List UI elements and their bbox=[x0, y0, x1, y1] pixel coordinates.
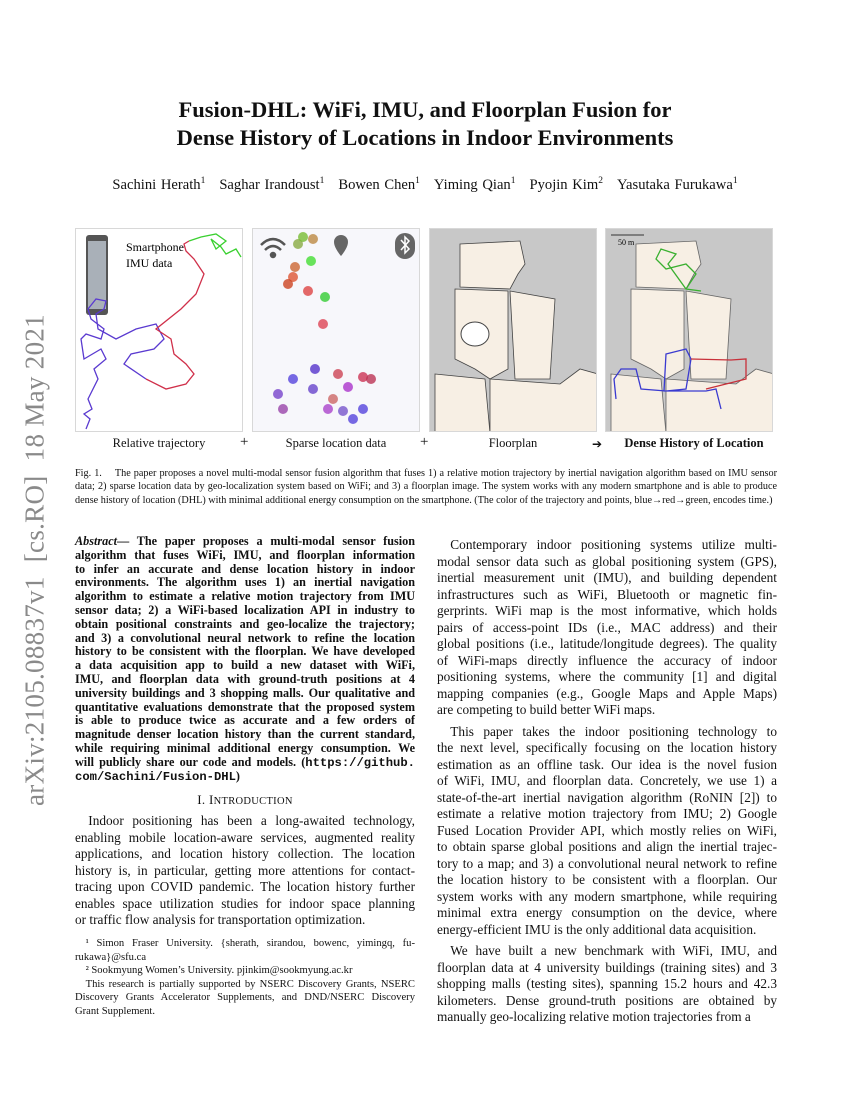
abstract-line bbox=[75, 728, 415, 742]
text-line: estimation as an offline task. Our idea is the novel fusion bbox=[437, 756, 777, 772]
trajectory-green bbox=[189, 234, 241, 257]
location-pin-icon bbox=[334, 235, 348, 256]
text-line: estimate a relative motion trajectory from IMU; 2) Google bbox=[437, 806, 777, 821]
text-line: Fused Location Provider API, which mostly relies on WiFi, bbox=[437, 822, 777, 838]
paragraph bbox=[437, 537, 777, 719]
author-affiliation: 2 bbox=[598, 176, 603, 186]
abstract-text: history to be consistent with the floorplan. We have developed bbox=[75, 644, 415, 659]
author-name: Saghar Irandoust bbox=[219, 176, 320, 193]
location-point bbox=[308, 234, 318, 244]
author-name: Yiming Qian bbox=[433, 176, 511, 193]
author bbox=[434, 177, 516, 193]
author-affiliation: 1 bbox=[319, 176, 325, 186]
abstract-text: ) bbox=[235, 768, 240, 783]
heading-number: I. I bbox=[197, 792, 214, 807]
location-point bbox=[288, 374, 298, 384]
abstract bbox=[75, 535, 415, 783]
location-point bbox=[328, 394, 338, 404]
text-line: of WiFi-maps directly influence the accuracy of indoor bbox=[437, 652, 777, 668]
abstract-line bbox=[75, 756, 415, 770]
text-line: applications, and location history collection. The location bbox=[75, 846, 415, 861]
abstract-line bbox=[75, 535, 415, 549]
text-line: inertial measurement unit (IMU), and building dependent bbox=[437, 570, 777, 585]
text-line: global positions (i.e., latitude/longitude degrees). The quality bbox=[437, 636, 777, 651]
abstract-text: environments. The algorithm uses 1) an inertial navigation bbox=[75, 575, 415, 590]
footnote-line: This research is partially supported by NSERC Discovery Grants, NSERC bbox=[75, 978, 415, 990]
intro-right-column bbox=[437, 537, 777, 1031]
abstract-text: will publicly share our code and models. ( bbox=[75, 754, 306, 769]
abstract-label: Abstract bbox=[75, 534, 117, 548]
location-point bbox=[343, 382, 353, 392]
text-line: state-of-the-art inertial navigation algorithm (RoNIN [2]) to bbox=[437, 789, 777, 805]
author-list bbox=[0, 176, 850, 194]
abstract-line bbox=[75, 659, 415, 673]
text-line: minimal extra energy consumption on the device, where bbox=[437, 905, 777, 920]
text-line: are competing to build better WiFi maps. bbox=[437, 702, 656, 717]
author-name: Yasutaka Furukawa bbox=[616, 176, 733, 193]
label-relative-trajectory: Relative trajectory bbox=[112, 436, 206, 450]
title-line-2: Dense History of Locations in Indoor Environments bbox=[176, 125, 674, 150]
panel-sparse-location bbox=[252, 228, 420, 432]
text-line: system works with any modern smartphone, while requiring bbox=[437, 888, 777, 904]
label-dense-history: Dense History of Location bbox=[624, 436, 764, 450]
location-point bbox=[283, 279, 293, 289]
text-line: mapping companies (e.g., Google Maps and Apple Maps) bbox=[437, 685, 777, 701]
abstract-text: university buildings and 3 shopping malls. Our qualitative and bbox=[75, 685, 415, 700]
author bbox=[617, 177, 738, 193]
text-line: kilometers. Dense ground-truth positions are obtained by bbox=[437, 992, 777, 1008]
text-line: of WiFi, IMU, and floorplan data. Concretely, we use 1) a bbox=[437, 773, 777, 788]
abstract-text: quantitative evaluations demonstrate that the proposed system bbox=[75, 699, 415, 714]
arxiv-identifier: arXiv:2105.08837v1 [cs.RO] 18 May 2021 bbox=[19, 314, 50, 806]
abstract-line bbox=[75, 714, 415, 728]
scale-label: 50 m bbox=[618, 238, 635, 247]
panel-dense-history bbox=[605, 228, 773, 432]
paragraph bbox=[75, 813, 415, 929]
abstract-text: is able to produce twice as accurate and a few orders of bbox=[75, 713, 415, 728]
text-line: to obtain sparse global positions and align the inertial trajec- bbox=[437, 839, 777, 854]
location-point bbox=[298, 232, 308, 242]
abstract-text: — The paper proposes a multi-modal sensor fusion bbox=[116, 534, 415, 548]
location-point bbox=[310, 364, 320, 374]
text-line: history is, in particular, getting more attentions for contact- bbox=[75, 862, 415, 878]
intro-left-column bbox=[75, 813, 415, 934]
wifi-icon bbox=[261, 239, 285, 257]
abstract-text: to infer an accurate and dense location history in indoor bbox=[75, 561, 415, 576]
text-line: the next level, specifically focusing on the location history bbox=[437, 740, 777, 755]
abstract-text: sensor data; 2) a WiFi-based localization API in industry to bbox=[75, 602, 415, 617]
panel1-text-2: IMU data bbox=[126, 256, 173, 270]
footnote-line: rukawa}@sfu.ca bbox=[75, 951, 147, 963]
abstract-line bbox=[75, 618, 415, 632]
location-point bbox=[318, 319, 328, 329]
abstract-line bbox=[75, 687, 415, 701]
smartphone-icon bbox=[86, 235, 108, 315]
abstract-text: algorithm to estimate a relative motion trajectory from IMU bbox=[75, 589, 415, 604]
abstract-line bbox=[75, 632, 415, 646]
abstract-line bbox=[75, 701, 415, 715]
paragraph bbox=[437, 943, 777, 1026]
location-point bbox=[338, 406, 348, 416]
footnote-line: ¹ Simon Fraser University. {sherath, sirandou, bowenc, yimingq, fu- bbox=[75, 938, 415, 949]
abstract-line bbox=[75, 742, 415, 756]
author-affiliation: 1 bbox=[415, 176, 420, 186]
relative-trajectory-plot bbox=[76, 229, 243, 432]
abstract-line bbox=[75, 673, 415, 687]
title-line-1: Fusion-DHL: WiFi, IMU, and Floorplan Fusion for bbox=[178, 97, 672, 122]
text-line: the location history to be consistent with a floorplan. Our bbox=[437, 872, 777, 887]
footnote-line: ² Sookmyung Women’s University. pjinkim@sookmyung.ac.kr bbox=[75, 965, 353, 976]
abstract-line bbox=[75, 645, 415, 659]
dense-history-plot bbox=[606, 229, 773, 432]
location-point bbox=[358, 404, 368, 414]
label-sparse-location: Sparse location data bbox=[285, 436, 387, 450]
plus-operator: + bbox=[240, 434, 249, 450]
sparse-location-plot bbox=[253, 229, 420, 432]
location-point bbox=[320, 292, 330, 302]
abstract-line bbox=[75, 590, 415, 604]
author-affiliation: 1 bbox=[510, 176, 516, 186]
abstract-url: com/Sachini/Fusion-DHL bbox=[75, 769, 236, 784]
text-line: or traffic flow analysis for transportation optimization. bbox=[75, 912, 366, 927]
location-point bbox=[308, 384, 318, 394]
author-name: Pyojin Kim bbox=[529, 176, 599, 193]
heading-text: NTRODUCTION bbox=[213, 796, 293, 807]
location-point bbox=[273, 389, 283, 399]
footnotes bbox=[75, 937, 415, 1018]
text-line: infrastructures such as WiFi, Bluetooth or magnetic fin- bbox=[437, 586, 777, 602]
text-line: This paper takes the indoor positioning technology to bbox=[437, 723, 777, 739]
location-point bbox=[278, 404, 288, 414]
author bbox=[338, 177, 420, 193]
text-line: We have built a new benchmark with WiFi, IMU, and bbox=[437, 943, 777, 958]
paragraph bbox=[437, 724, 777, 939]
section-heading-introduction bbox=[75, 792, 415, 808]
text-line: positioning systems, where the community [1] and digital bbox=[437, 669, 777, 684]
text-line: enabling mobile location-aware services, augmented reality bbox=[75, 829, 415, 845]
text-line: tory to a map; and 3) a convolutional neural network to refine bbox=[437, 855, 777, 871]
location-point bbox=[366, 374, 376, 384]
location-point bbox=[303, 286, 313, 296]
text-line: manually geo-localizing relative motion trajectories from a bbox=[437, 1009, 751, 1024]
trajectory-blue bbox=[81, 299, 164, 429]
abstract-text: magnitude denser location history than the current standard, bbox=[75, 727, 415, 742]
panel-relative-trajectory bbox=[75, 228, 243, 432]
location-point bbox=[333, 369, 343, 379]
abstract-url: https://github. bbox=[305, 755, 415, 770]
abstract-line bbox=[75, 549, 415, 563]
text-line: pairs of access-point IDs (i.e., MAC address) and their bbox=[437, 619, 777, 635]
author-affiliation: 1 bbox=[200, 176, 206, 186]
text-line: Indoor positioning has been a long-awaited technology, bbox=[75, 813, 415, 828]
plus-operator: + bbox=[420, 434, 429, 450]
footnote-line: Discovery Grants Accelerator Supplements, and DND/NSERC Discovery bbox=[75, 992, 415, 1003]
panel1-text-1: Smartphone bbox=[126, 240, 184, 254]
location-point bbox=[348, 414, 358, 424]
abstract-text: obtain positional constraints and geo-localize the trajectory; bbox=[75, 616, 415, 631]
text-line: gerprints. WiFi map is the most informative, which holds bbox=[437, 603, 777, 618]
abstract-text: while requiring minimal additional energy consumption. We bbox=[75, 740, 415, 755]
label-floorplan: Floorplan bbox=[488, 436, 538, 450]
floorplan-image bbox=[430, 229, 597, 432]
location-point bbox=[323, 404, 333, 414]
figure-caption: Fig. 1. The paper proposes a novel multi-modal sensor fusion algorithm that fuses 1) a relative motion trajectory by inertial navigation algorithm based on IMU sensor data; 2) sparse location data by geo-localization system based on WiFi; and 3) a floorplan image. The system works with any modern smartphone and is able to produce dense history of location (DHL) with minimal additional energy consumption on the smartphone. (The color of the trajectory and points, blue→red→green, encodes time.) bbox=[75, 468, 777, 506]
author-name: Sachini Herath bbox=[112, 176, 201, 193]
abstract-text: and 3) a convolutional neural network to refine the location bbox=[75, 630, 415, 645]
text-line: energy-efficient IMU is the only additional data acquisition. bbox=[437, 921, 757, 937]
panel-floorplan bbox=[429, 228, 597, 432]
abstract-text: IMU, and floorplan data with ground-truth positions at 4 bbox=[75, 671, 415, 686]
author-name: Bowen Chen bbox=[338, 176, 416, 193]
abstract-text: algorithm that fuses WiFi, IMU, and floorplan information bbox=[75, 547, 415, 562]
text-line: modal sensor data such as global positioning system (GPS), bbox=[437, 553, 777, 569]
arrow-icon: ➔ bbox=[592, 437, 603, 451]
text-line: shopping malls (testing sites), spanning 15.2 hours and 42.3 bbox=[437, 976, 777, 991]
location-point bbox=[306, 256, 316, 266]
text-line: floorplan data at 4 university buildings (training sites) and 3 bbox=[437, 959, 777, 975]
text-line: tracing upon COVID pandemic. The location history further bbox=[75, 879, 415, 894]
paper-title bbox=[0, 96, 850, 152]
abstract-line bbox=[75, 604, 415, 618]
footnote-line: Grant Supplement. bbox=[75, 1005, 156, 1017]
author bbox=[112, 177, 205, 193]
author bbox=[529, 177, 602, 193]
abstract-text: a data acquisition app to build a new dataset with WiFi, bbox=[75, 658, 415, 673]
abstract-line bbox=[75, 563, 415, 577]
location-point bbox=[290, 262, 300, 272]
author bbox=[219, 177, 324, 193]
text-line: enables space utilization studies for indoor space planning bbox=[75, 895, 415, 911]
abstract-line bbox=[75, 576, 415, 590]
location-points bbox=[273, 232, 376, 424]
text-line: Contemporary indoor positioning systems utilize multi- bbox=[437, 537, 777, 552]
bluetooth-icon bbox=[395, 233, 415, 259]
abstract-line bbox=[75, 770, 415, 784]
author-affiliation: 1 bbox=[732, 176, 738, 186]
